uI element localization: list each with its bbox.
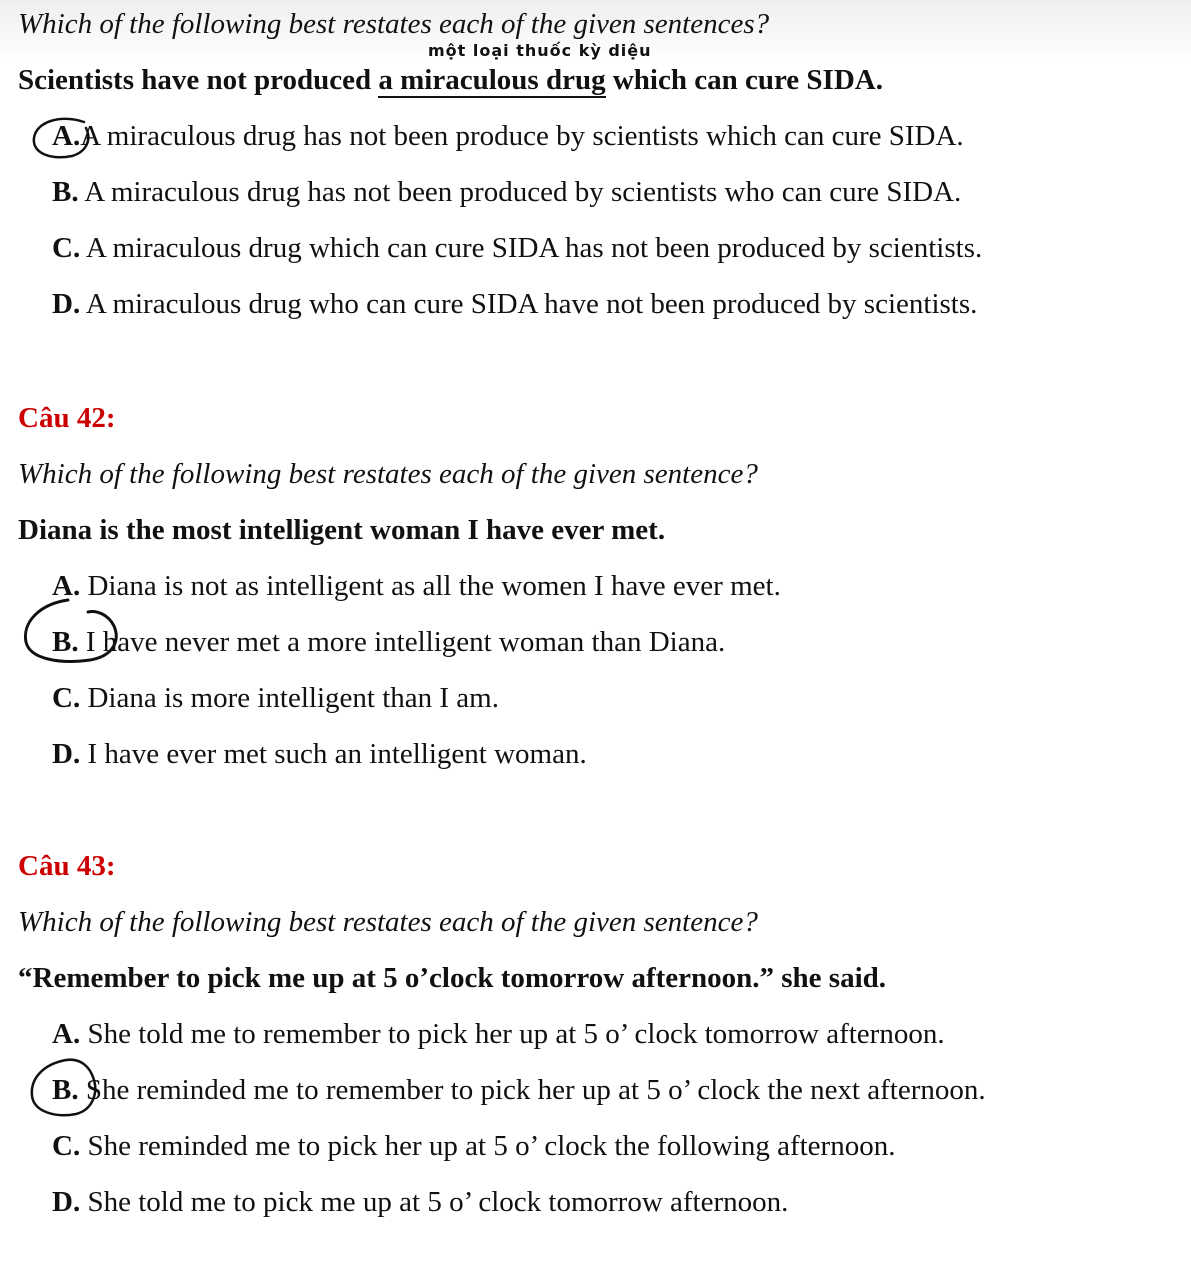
option-letter: B. bbox=[52, 626, 79, 658]
q42-option-d[interactable] bbox=[52, 736, 587, 772]
option-letter: C. bbox=[52, 682, 81, 714]
q42-sentence: Diana is the most intelligent woman I have ever met. bbox=[18, 514, 666, 546]
option-letter: C. bbox=[52, 1130, 81, 1162]
option-letter: A. bbox=[52, 1018, 81, 1050]
q43-heading: Câu 43: bbox=[18, 850, 116, 882]
option-text: A miraculous drug has not been produce by scientists which can cure SIDA. bbox=[80, 120, 964, 152]
q43-option-a[interactable] bbox=[52, 1016, 945, 1052]
option-letter: D. bbox=[52, 288, 81, 320]
option-text: I have ever met such an intelligent woman. bbox=[80, 738, 587, 770]
q41-sentence bbox=[18, 62, 883, 98]
q43-sentence: “Remember to pick me up at 5 o’clock tomorrow afternoon.” she said. bbox=[18, 962, 887, 994]
option-letter: D. bbox=[52, 1186, 81, 1218]
option-text: She told me to remember to pick her up at 5 o’ clock tomorrow afternoon. bbox=[80, 1018, 945, 1050]
handwritten-note: một loại thuốc kỳ diệu bbox=[428, 41, 652, 60]
option-letter: A. bbox=[52, 120, 81, 152]
q41-option-a[interactable] bbox=[52, 118, 964, 154]
q42-heading: Câu 42: bbox=[18, 402, 116, 434]
q42-prompt: Which of the following best restates each of the given sentence? bbox=[18, 458, 758, 490]
q41-sentence-end: which can cure SIDA. bbox=[605, 64, 883, 96]
option-letter: C. bbox=[52, 232, 81, 264]
q41-underlined-phrase: a miraculous drug bbox=[378, 64, 606, 96]
option-text: I have never met a more intelligent woman than Diana. bbox=[78, 626, 726, 658]
q43-prompt: Which of the following best restates each of the given sentence? bbox=[18, 906, 758, 938]
q41-option-d[interactable] bbox=[52, 286, 977, 322]
option-text: Diana is not as intelligent as all the women I have ever met. bbox=[80, 570, 781, 602]
q41-option-b[interactable] bbox=[52, 174, 961, 210]
q42-option-a[interactable] bbox=[52, 568, 781, 604]
option-text: She told me to pick me up at 5 o’ clock tomorrow afternoon. bbox=[80, 1186, 789, 1218]
option-text: Diana is more intelligent than I am. bbox=[80, 682, 499, 714]
option-text: She reminded me to pick her up at 5 o’ clock the following afternoon. bbox=[80, 1130, 896, 1162]
option-letter: B. bbox=[52, 176, 79, 208]
q43-option-d[interactable] bbox=[52, 1184, 788, 1220]
q43-option-b[interactable] bbox=[52, 1072, 986, 1108]
q41-sentence-start: Scientists have not produced bbox=[18, 64, 379, 96]
option-text: A miraculous drug which can cure SIDA has not been produced by scientists. bbox=[80, 232, 983, 264]
option-text: A miraculous drug who can cure SIDA have not been produced by scientists. bbox=[80, 288, 978, 320]
q42-option-b[interactable] bbox=[52, 624, 725, 660]
q41-option-c[interactable] bbox=[52, 230, 982, 266]
option-letter: B. bbox=[52, 1074, 79, 1106]
option-letter: A. bbox=[52, 570, 81, 602]
option-letter: D. bbox=[52, 738, 81, 770]
q43-option-c[interactable] bbox=[52, 1128, 895, 1164]
q42-option-c[interactable] bbox=[52, 680, 499, 716]
q41-prompt: Which of the following best restates each of the given sentences? bbox=[18, 8, 770, 40]
option-text: A miraculous drug has not been produced by scientists who can cure SIDA. bbox=[78, 176, 962, 208]
option-text: She reminded me to remember to pick her up at 5 o’ clock the next afternoon. bbox=[78, 1074, 986, 1106]
